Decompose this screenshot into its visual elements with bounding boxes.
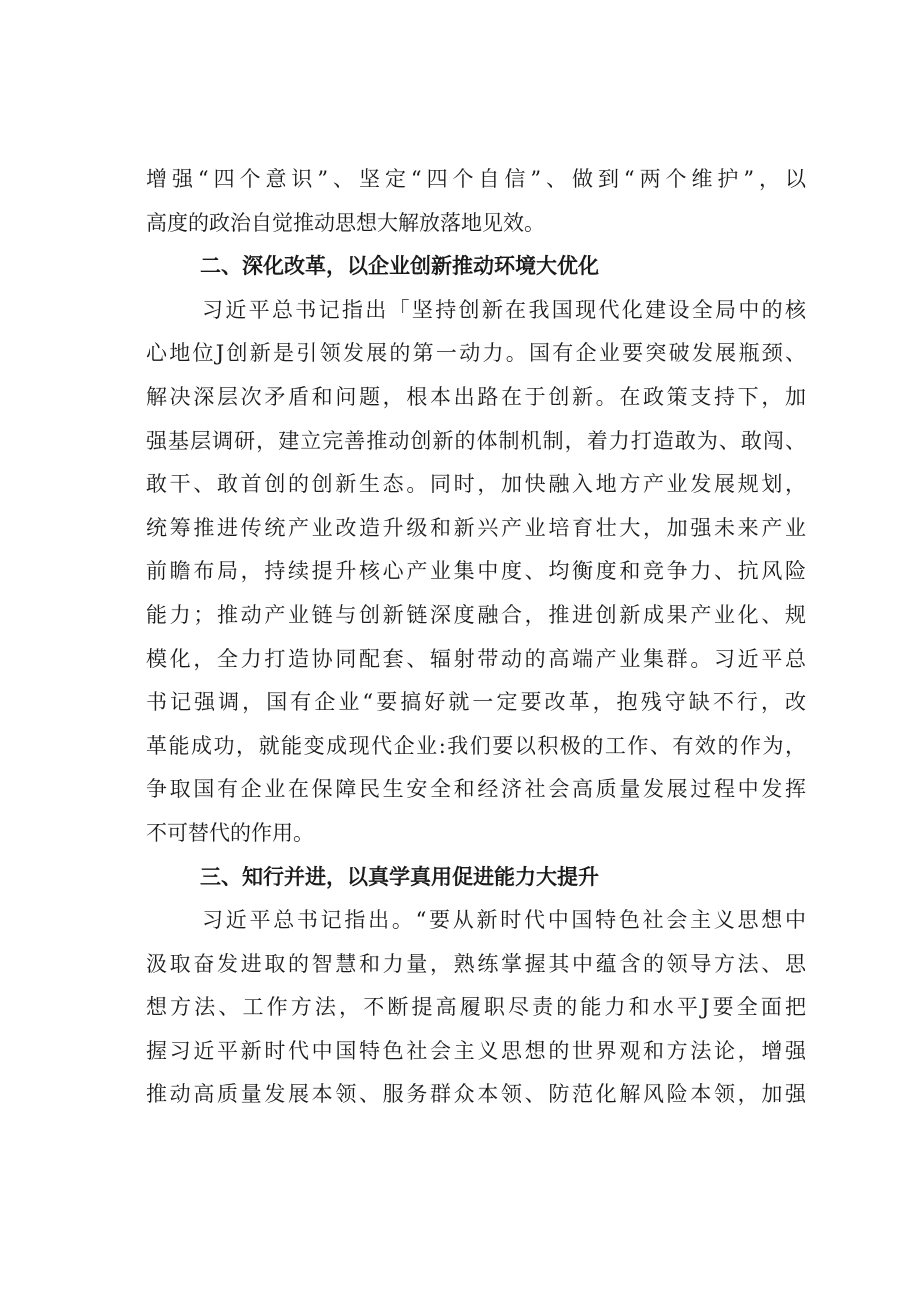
section-heading: 三、知行并进，以真学真用促进能力大提升 xyxy=(200,864,599,889)
paragraph-line: 增强“四个意识”、坚定“四个自信”、做到“两个维护”，以 xyxy=(146,167,806,191)
paragraph-line: 习近平总书记指出「坚持创新在我国现代化建设全局中的核 xyxy=(202,297,806,322)
paragraph-line: 汲取奋发进取的智慧和力量，熟练掌握其中蕴含的领导方法、思 xyxy=(146,951,806,976)
document-body xyxy=(146,158,806,1117)
paragraph-line: 不可替代的作用。 xyxy=(146,820,314,845)
paragraph-line: 推动高质量发展本领、服务群众本领、防范化解风险本领，加强 xyxy=(146,1082,806,1107)
paragraph-line: 书记强调，国有企业“要搞好就一定要改革，抱残守缺不行，改 xyxy=(146,690,806,715)
paragraph-line: 前瞻布局，持续提升核心产业集中度、均衡度和竞争力、抗风险 xyxy=(146,559,806,584)
paragraph-line: 强基层调研，建立完善推动创新的体制机制，着力打造敢为、敢闯、 xyxy=(146,428,806,453)
section-heading: 二、深化改革，以企业创新推动环境大优化 xyxy=(200,254,599,279)
paragraph-line: 握习近平新时代中国特色社会主义思想的世界观和方法论，增强 xyxy=(146,1038,806,1063)
paragraph-line: 革能成功，就能变成现代企业:我们要以积极的工作、有效的作为， xyxy=(146,733,806,758)
paragraph-line: 模化，全力打造协同配套、辐射带动的高端产业集群。习近平总 xyxy=(146,646,806,671)
paragraph-line: 解决深层次矛盾和问题，根本出路在于创新。在政策支持下，加 xyxy=(146,384,806,409)
paragraph-line: 习近平总书记指出。“要从新时代中国特色社会主义思想中 xyxy=(202,908,806,933)
paragraph-line: 争取国有企业在保障民生安全和经济社会高质量发展过程中发挥 xyxy=(146,777,806,802)
paragraph-line: 高度的政治自觉推动思想大解放落地见效。 xyxy=(146,210,545,235)
paragraph-line: 心地位J创新是引领发展的第一动力。国有企业要突破发展瓶颈、 xyxy=(146,341,806,366)
paragraph-line: 敢干、敢首创的创新生态。同时，加快融入地方产业发展规划， xyxy=(146,472,806,497)
paragraph-line: 统筹推进传统产业改造升级和新兴产业培育壮大，加强未来产业 xyxy=(146,515,806,540)
paragraph-line: 想方法、工作方法，不断提高履职尽责的能力和水平J要全面把 xyxy=(146,995,806,1020)
paragraph-line: 能力；推动产业链与创新链深度融合，推进创新成果产业化、规 xyxy=(146,602,806,627)
